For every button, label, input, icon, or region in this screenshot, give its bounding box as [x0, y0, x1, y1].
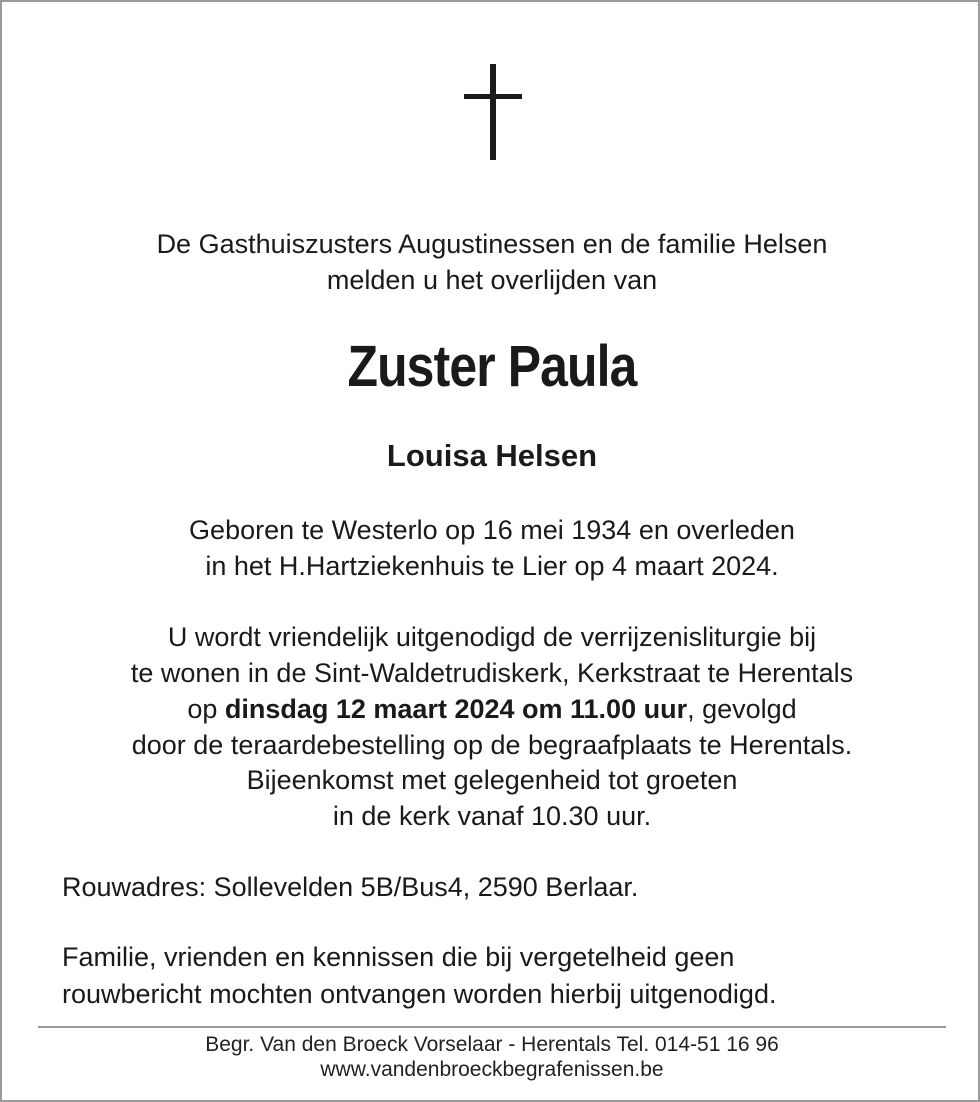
invitation-line-2: te wonen in de Sint-Waldetrudiskerk, Kerkstraat te Herentals [130, 658, 854, 688]
invitation-date: dinsdag 12 maart 2024 om 11.00 uur [224, 694, 688, 724]
funeral-home-contact: Begr. Van den Broeck Vorselaar - Herentals Tel. 014-51 16 96 [205, 1033, 779, 1056]
closing-line-1: Familie, vrienden en kennissen die bij vergetelheid geen [62, 942, 735, 972]
funeral-home-website: www.vandenbroeckbegrafenissen.be [320, 1058, 664, 1081]
invitation-line-1: U wordt vriendelijk uitgenodigd de verrijzenisliturgie bij [167, 622, 817, 652]
invitation-date-prefix: op [187, 694, 225, 724]
invitation-line-6: in de kerk vanaf 10.30 uur. [332, 801, 652, 831]
deceased-title: Zuster Paula [347, 334, 637, 399]
invitation-line-4: door de teraardebestelling op de begraafplaats te Herentals. [131, 730, 853, 760]
footer-divider [38, 1026, 946, 1028]
deceased-name: Louisa Helsen [386, 438, 598, 473]
invitation-line-3 [2, 691, 980, 727]
mourning-address: Rouwadres: Sollevelden 5B/Bus4, 2590 Berlaar. [62, 872, 639, 902]
latin-cross-icon [464, 64, 522, 160]
closing-line-2: rouwbericht mochten ontvangen worden hierbij uitgenodigd. [62, 979, 777, 1009]
invitation-line-5: Bijeenkomst met gelegenheid tot groeten [246, 765, 738, 795]
announcers-line-1: De Gasthuiszusters Augustinessen en de familie Helsen [156, 229, 828, 259]
birth-death-line-2: in het H.Hartziekenhuis te Lier op 4 maart 2024. [205, 551, 779, 581]
invitation-date-suffix: , gevolgd [687, 694, 797, 724]
announcers-line-2: melden u het overlijden van [326, 265, 658, 295]
birth-death-line-1: Geboren te Westerlo op 16 mei 1934 en overleden [189, 515, 795, 545]
